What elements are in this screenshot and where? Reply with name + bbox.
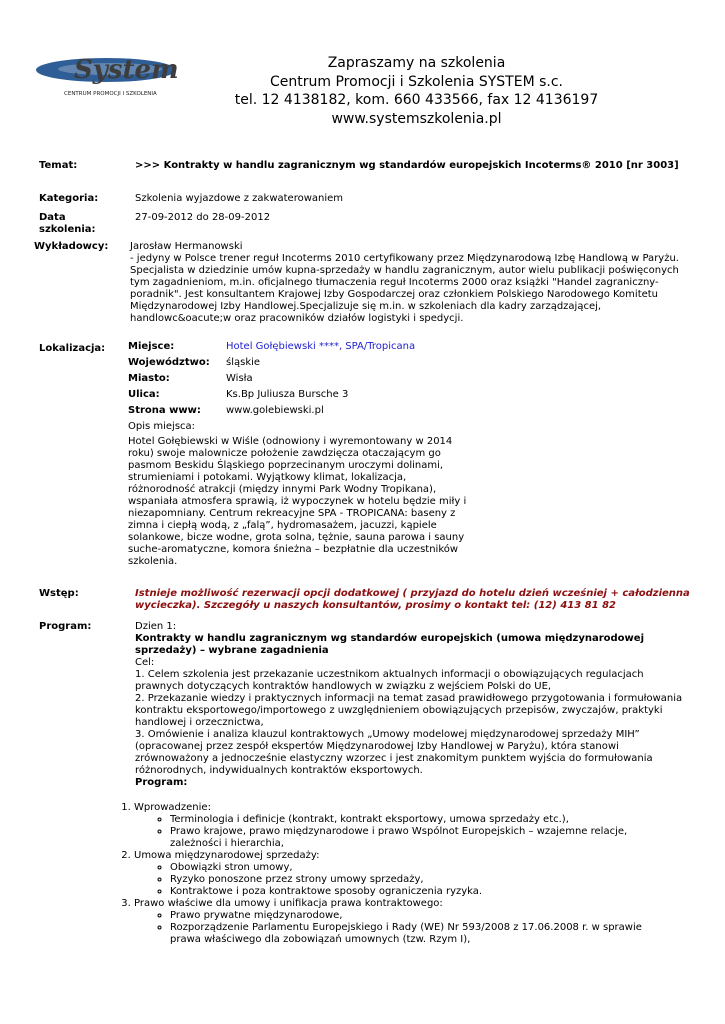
wstep-text: Istnieje możliwość rezerwacji opcji dodatkowej ( przyjazd do hotelu dzień wcześniej + całodzienna wycieczka). Szczegóły u naszych konsultantów, prosimy o kontakt tel: (12) 413 81 82 xyxy=(135,588,690,611)
day-label: Dzien 1: xyxy=(135,621,177,632)
wstep-label: Wstęp: xyxy=(39,588,79,599)
program-subitem: ◦ Rozporządzenie Parlamentu Europejskiego i Rady (WE) Nr 593/2008 z 17.06.2008 r. w sprawie prawa właściwego dla zobowiązań umownych (tzw. Rzym I), xyxy=(170,922,654,946)
location-description-label: Opis miejsca: xyxy=(128,421,196,432)
website-link[interactable]: www.golebiewski.pl xyxy=(226,405,324,416)
program-subitem: ◦ Kontraktowe i poza kontraktowe sposoby ograniczenia ryzyka. xyxy=(170,886,654,898)
program-subitem: ◦ Ryzyko ponoszone przez strony umowy sprzedaży, xyxy=(170,874,654,886)
header-website[interactable]: www.systemszkolenia.pl xyxy=(331,110,502,127)
page-header xyxy=(34,50,694,130)
program-title: Kontrakty w handlu zagranicznym wg standardów europejskich (umowa międzynarodowej sprzedaży) – wybrane zagadnienia xyxy=(135,633,644,656)
system-logo xyxy=(34,50,184,100)
lokalizacja-label: Lokalizacja: xyxy=(39,343,106,354)
data-label: Data szkolenia: xyxy=(39,212,96,235)
program-item: 1. Wprowadzenie: ◦ Terminologia i definicje (kontrakt, kontrakt eksportowy, umowa sprzedaży etc.), ◦ Prawo krajowe, prawo międzynarodowe i prawo Wspólnot Europejskich – wzajemne relacje, zależności i hierarchia, xyxy=(134,802,654,850)
program-subheading: Program: xyxy=(135,777,188,788)
program-item: 2. Umowa międzynarodowej sprzedaży: ◦ Obowiązki stron umowy, ◦ Ryzyko ponoszone przez strony umowy sprzedaży, ◦ Kontraktowe i poza kontraktowe sposoby ograniczenia ryzyka. xyxy=(134,850,654,898)
header-line-1: Zapraszamy na szkolenia xyxy=(327,55,506,71)
wykladowcy-label: Wykładowcy: xyxy=(34,241,109,252)
program-item: 3. Prawo właściwe dla umowy i unifikacja prawa kontraktowego: ◦ Prawo prywatne międzynarodowe, ◦ Rozporządzenie Parlamentu Europejskiego i Rady (WE) Nr 593/2008 z 17.06.2008 r. w sprawie prawa właściwego dla zobowiązań umownych (tzw. Rzym I), xyxy=(134,898,654,946)
cel-item: 3. Omówienie i analiza klauzul kontraktowych „Umowy modelowej międzynarodowej sprzedaży MIH” (opracowanej przez zespół ekspertów Międzynarodowej Izby Handlowej w Paryżu), która stanowi zrównoważony a jednocześnie elastyczny wzorzec i jest znakomitym punktem wyjścia do formułowania różnorodnych, indywidualnych kontraktów eksportowych. xyxy=(135,729,653,776)
hotel-link[interactable]: Hotel Gołębiewski ****, SPA/Tropicana xyxy=(226,341,416,352)
cel-label: Cel: xyxy=(135,657,155,668)
program-sublist xyxy=(134,910,654,946)
program-sublist xyxy=(134,814,654,850)
cel-item: 1. Celem szkolenia jest przekazanie uczestnikom aktualnych informacji o obowiązujących regulacjach prawnych dotyczących kontraktów handlowych w związku z wejściem Polski do UE, xyxy=(135,669,644,692)
svg-text:System: System xyxy=(74,55,179,85)
program-subitem: ◦ Prawo prywatne międzynarodowe, xyxy=(170,910,654,922)
program-list xyxy=(100,802,654,946)
header-line-2: Centrum Promocji i Szkolenia SYSTEM s.c. xyxy=(270,73,563,90)
header-line-3: tel. 12 4138182, kom. 660 433566, fax 12 4136197 xyxy=(234,92,599,108)
location-description: Hotel Gołębiewski w Wiśle (odnowiony i wyremontowany w 2014 roku) swoje malownicze położenie zawdzięcza otaczającym go pasmom Beskidu Śląskiego poprzecinanym uroczymi dolinami, strumieniami i potokami. Wyjątkowy klimat, lokalizacja, różnorodność atrakcji (między innymi Park Wodny Tropikana), wspaniała atmosfera sprawią, iż wypoczynek w hotelu będzie miły i niezapomniany. Centrum rekreacyjne SPA - TROPICANA: baseny z zimna i ciepłą wodą, z „falą”, hydromasażem, jacuzzi, kąpiele solankowe, bicze wodne, grota solna, tężnie, sauna parowa i sauny suche-aromatyczne, komora śnieżna – bezpłatnie dla uczestników szkolenia. xyxy=(128,436,467,567)
data-value: 27-09-2012 do 28-09-2012 xyxy=(135,212,271,223)
program-sublist xyxy=(134,862,654,898)
program-subitem: ◦ Terminologia i definicje (kontrakt, kontrakt eksportowy, umowa sprzedaży etc.), xyxy=(170,814,654,826)
cel-item: 2. Przekazanie wiedzy i praktycznych informacji na temat zasad prawidłowego przygotowania i formułowania kontraktu eksportowego/importowego z uwzględnieniem obowiązujących przepisów, zwyczajów, praktyki handlowej i orzecznictwa, xyxy=(135,693,683,728)
program-label: Program: xyxy=(39,621,92,632)
lokalizacja-row: Lokalizacja: Miejsce: Hotel Gołębiewski ****, SPA/Tropicana Województwo: śląskie Miasto: Wisła Ulica: Ks.Bp Juliusza Bursche 3 Strona www: www.golebiewski.pl Opis miejsca: Hotel Gołębiewski w Wiśle (odnowiony i wyremontowany w 2014 roku) swoje malownicze położenie zawdzięcza otaczającym go pasmom Beskidu Śląskiego poprzecinanym uroczymi dolinami, strumieniami i potokami. Wyjątkowy klimat, lokalizacja, różnorodność atrakcji (między innymi Park Wodny Tropikana), wspaniała atmosfera sprawią, iż wypoczynek w hotelu będzie miły i niezapomniany. Centrum rekreacyjne SPA - TROPICANA: baseny z zimna i ciepłą wodą, z „falą”, hydromasażem, jacuzzi, kąpiele solankowe, bicze wodne, grota solna, tężnie, sauna parowa i sauny suche-aromatyczne, komora śnieżna – bezpłatnie dla uczestników szkolenia. xyxy=(39,341,467,567)
kategoria-value: Szkolenia wyjazdowe z zakwaterowaniem xyxy=(135,193,344,204)
temat-label: Temat: xyxy=(39,160,78,171)
lecturer-bio: - jedyny w Polsce trener reguł Incoterms 2010 certyfikowany przez Międzynarodową Izbę Handlową w Paryżu. Specjalista w dziedzinie umów kupna-sprzedaży w handlu zagranicznym, autor wielu publikacji poświęconych tym zagadnieniom, m.in. oficjalnego tłumaczenia reguł Incoterms 2000 oraz książki "Handel zagraniczny-poradnik". Jest konsultantem Krajowej Izby Gospodarczej oraz członkiem Polskiego Narodowego Komitetu Międzynarodowej Izby Handlowej.Specjalizuje się m.in. w szkoleniach dla kadry zarządzającej, handlowc&oacute;w oraz pracowników działów logistyki i spedycji. xyxy=(130,253,679,324)
program-subitem: ◦ Obowiązki stron umowy, xyxy=(170,862,654,874)
temat-value: >>> Kontrakty w handlu zagranicznym wg standardów europejskich Incoterms® 2010 [nr 3003] xyxy=(135,160,679,171)
program-content xyxy=(135,621,695,789)
contact-block xyxy=(204,54,629,128)
svg-text:CENTRUM PROMOCJI I SZKOLENIA: CENTRUM PROMOCJI I SZKOLENIA xyxy=(64,91,157,97)
program-subitem: ◦ Prawo krajowe, prawo międzynarodowe i prawo Wspólnot Europejskich – wzajemne relacje, zależności i hierarchia, xyxy=(170,826,654,850)
lecturer-name: Jarosław Hermanowski xyxy=(130,241,243,252)
kategoria-label: Kategoria: xyxy=(39,193,99,204)
